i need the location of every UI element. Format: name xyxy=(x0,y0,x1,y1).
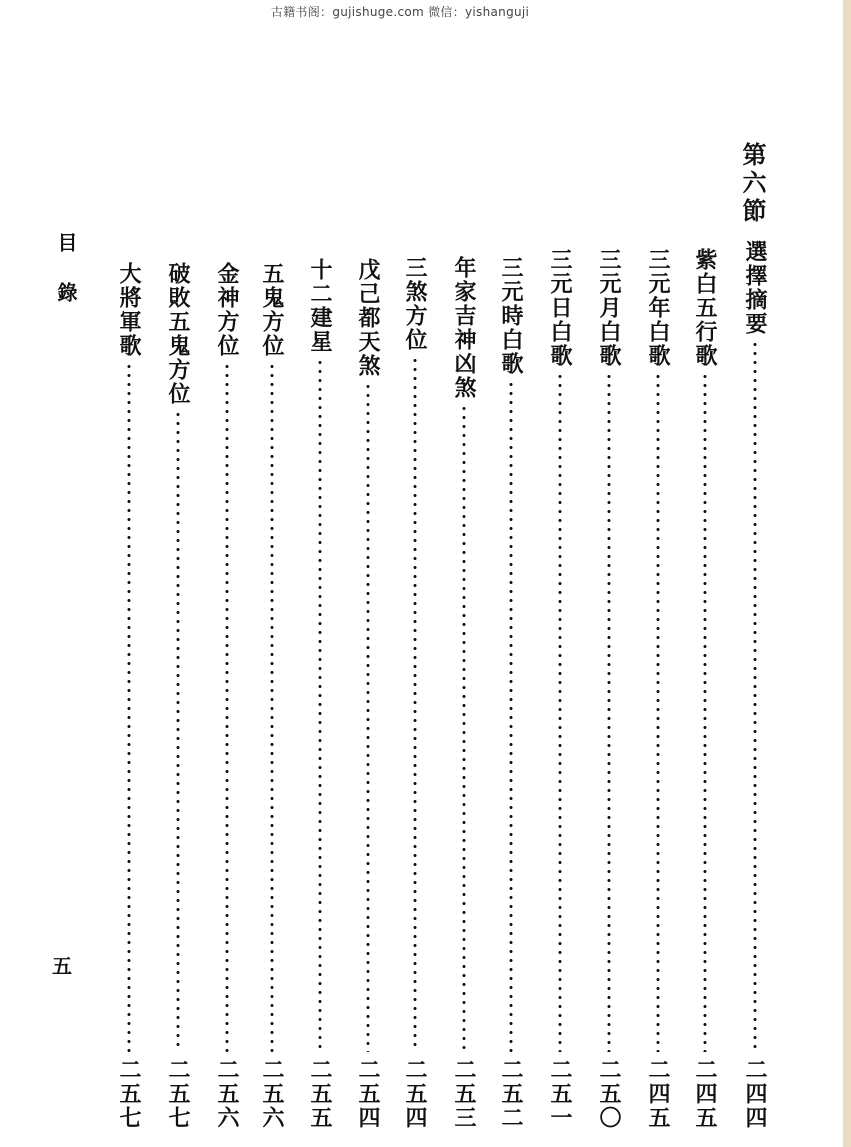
leader-dots xyxy=(366,382,370,1052)
toc-entry-page: 二五六 xyxy=(214,1058,240,1130)
toc-entry xyxy=(496,256,526,1130)
toc-entry-page: 二五四 xyxy=(402,1058,428,1130)
toc-entry-title: 年家吉神凶煞 xyxy=(451,256,477,400)
toc-entry-title: 紫白五行歌 xyxy=(692,248,718,368)
toc-entry-page: 二五四 xyxy=(355,1058,381,1130)
page-edge-strip xyxy=(843,0,851,1147)
leader-dots xyxy=(413,356,417,1052)
toc-entry xyxy=(114,262,144,1130)
toc-entry-title: 三元日白歌 xyxy=(547,248,573,368)
toc-entry-page: 二五一 xyxy=(547,1058,573,1130)
section-title-entry xyxy=(740,240,770,1130)
toc-entry-title: 五鬼方位 xyxy=(259,262,285,358)
watermark-text: 古籍书阁：gujishuge.com 微信：yishanguji xyxy=(270,5,530,19)
toc-entry xyxy=(257,262,287,1130)
leader-dots xyxy=(703,372,707,1052)
toc-entry-page: 二五二 xyxy=(498,1058,524,1130)
toc-entry-page: 二四五 xyxy=(645,1058,671,1130)
toc-entry-page: 二五六 xyxy=(259,1058,285,1130)
leader-dots xyxy=(656,372,660,1052)
toc-entry xyxy=(449,256,479,1130)
toc-entry-title: 三元月白歌 xyxy=(596,248,622,368)
section-title: 選擇摘要 xyxy=(742,240,768,336)
toc-entry-title: 大將軍歌 xyxy=(116,262,142,358)
toc-entry-title: 三元時白歌 xyxy=(498,256,524,376)
leader-dots xyxy=(318,358,322,1052)
folio-number: 五 xyxy=(52,954,72,978)
leader-dots xyxy=(509,380,513,1052)
section-page-number: 二四四 xyxy=(742,1058,768,1130)
toc-entry-title: 三元年白歌 xyxy=(645,248,671,368)
toc-entry xyxy=(212,262,242,1130)
toc-entry xyxy=(690,248,720,1130)
leader-dots xyxy=(607,372,611,1052)
toc-entry-title: 戊己都天煞 xyxy=(355,258,381,378)
leader-dots xyxy=(462,404,466,1052)
toc-entry-title: 金神方位 xyxy=(214,262,240,358)
toc-entry-title: 三煞方位 xyxy=(402,256,428,352)
toc-entry-title: 破敗五鬼方位 xyxy=(165,262,191,406)
toc-entry-page: 二五七 xyxy=(165,1058,191,1130)
toc-entry-page: 二五五 xyxy=(307,1058,333,1130)
toc-entry-page: 二五三 xyxy=(451,1058,477,1130)
leader-dots xyxy=(176,410,180,1052)
toc-entry-page: 二四五 xyxy=(692,1058,718,1130)
toc-entry xyxy=(353,258,383,1130)
toc-entry-title: 十二建星 xyxy=(307,258,333,354)
leader-dots xyxy=(270,362,274,1052)
leader-dots xyxy=(753,340,757,1052)
section-number: 第六節 xyxy=(738,142,767,226)
toc-entry xyxy=(643,248,673,1130)
toc-entry xyxy=(163,262,193,1130)
toc-entry xyxy=(400,256,430,1130)
leader-dots xyxy=(225,362,229,1052)
toc-entry xyxy=(545,248,575,1130)
leader-dots xyxy=(127,362,131,1052)
toc-entry-page: 二五七 xyxy=(116,1058,142,1130)
toc-entry xyxy=(594,248,624,1130)
leader-dots xyxy=(558,372,562,1052)
margin-title: 目錄 xyxy=(54,232,78,332)
toc-entry xyxy=(305,258,335,1130)
toc-entry-page: 二五〇 xyxy=(596,1058,622,1130)
